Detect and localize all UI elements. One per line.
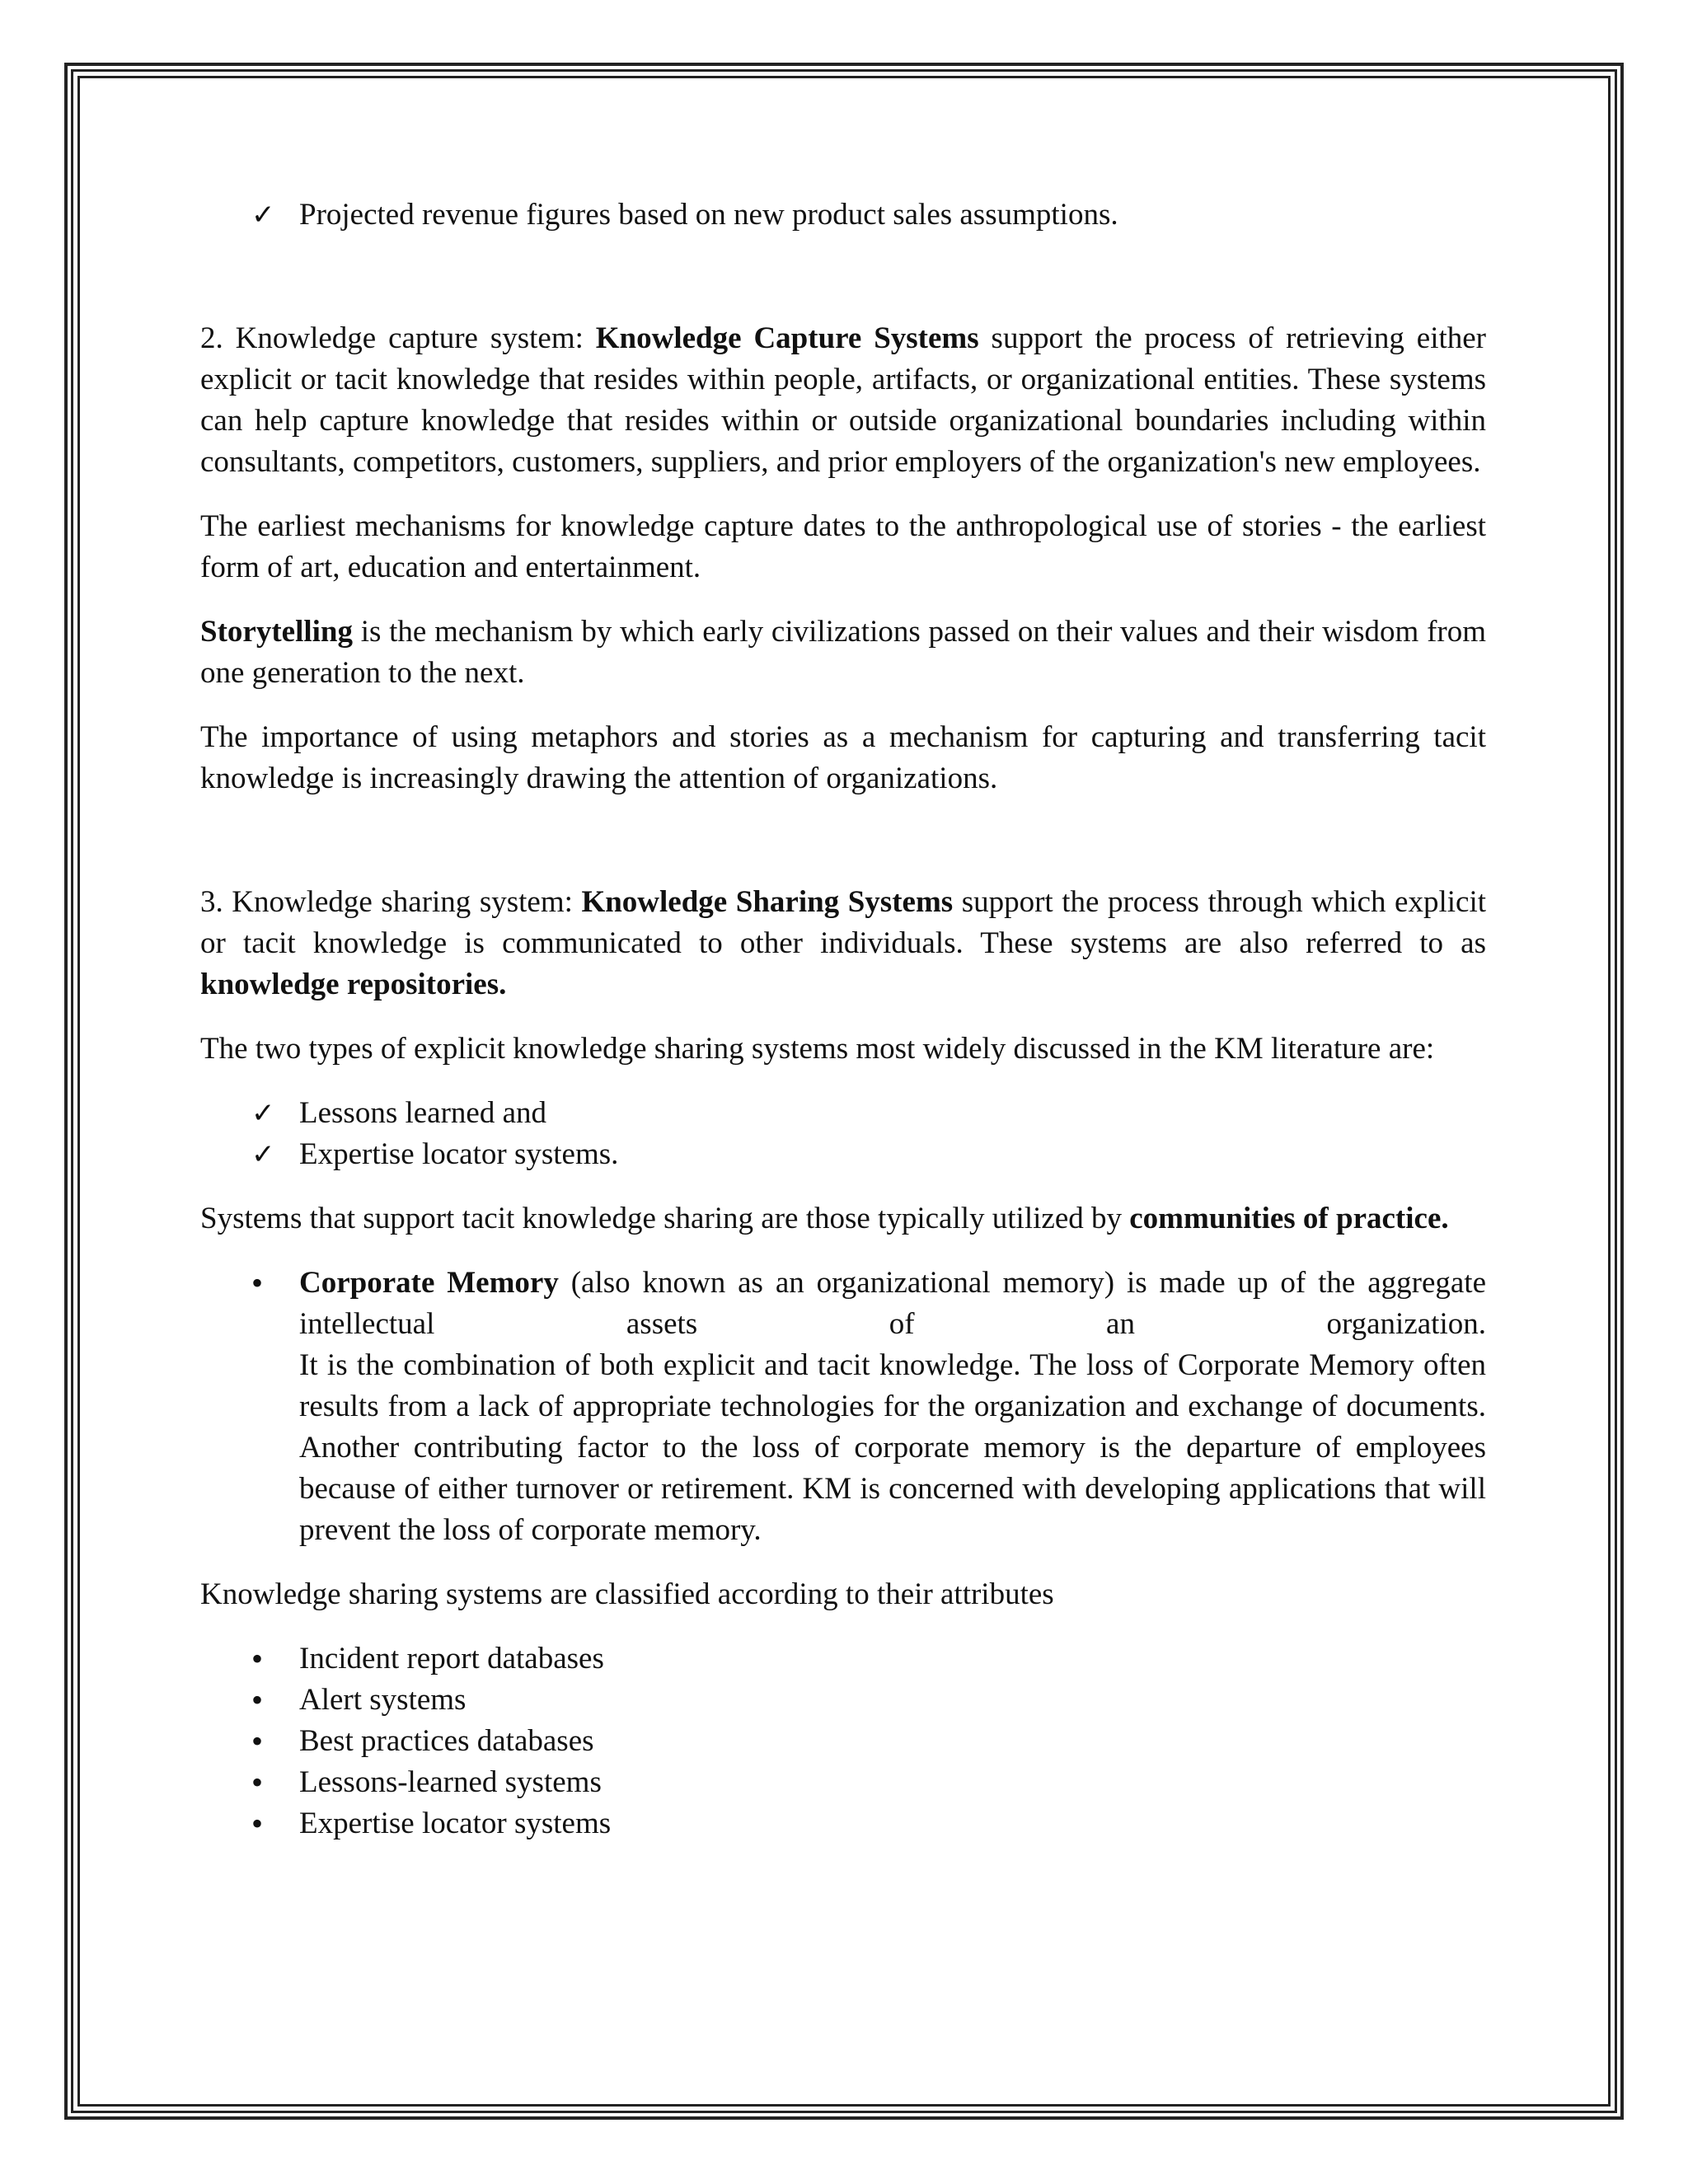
section-2-paragraph: The importance of using metaphors and stories as a mechanism for capturing and transferring tacit knowledge is increasingly drawing the attention of organizations. <box>200 720 1486 795</box>
bullet-icon: • <box>251 1764 264 1801</box>
bullet-icon: • <box>251 1640 264 1677</box>
corporate-memory-term: Corporate Memory <box>299 1266 559 1300</box>
bullet-icon: • <box>251 1805 264 1842</box>
communities-term: communities of practice. <box>1129 1202 1449 1235</box>
attributes-list <box>200 1638 1486 1844</box>
checkmark-icon: ✓ <box>251 1138 275 1171</box>
list-item: ✓ Lessons learned and <box>200 1093 1486 1134</box>
list-item: • Corporate Memory (also known as an organizational memory) is made up of the aggregate intellectual assets of an organization. It is the combination of both explicit and tacit knowledge. The loss of Corporate Memory often results from a lack of appropriate technologies for the organization and exchange of documents. Another contributing factor to the loss of corporate memory is the departure of employees because of either turnover or retirement. KM is concerned with developing applications that will prevent the loss of corporate memory. <box>251 1264 1486 1547</box>
section-2-intro: 2. Knowledge capture system: Knowledge Capture Systems support the process of retrieving either explicit or tacit knowledge that resides within people, artifacts, or organizational entities. These systems can help capture knowledge that resides within or outside organizational boundaries including within consultants, competitors, customers, suppliers, and prior employers of the organization's new employees. <box>200 321 1487 479</box>
list-item: • Incident report databases <box>200 1638 1486 1680</box>
section-3-intro: 3. Knowledge sharing system: Knowledge Sharing Systems support the process through which explicit or tacit knowledge is communicated to other individuals. These systems are also referred to as knowledge repositories. <box>200 885 1487 1001</box>
section-3-paragraph: Systems that support tacit knowledge sharing are those typically utilized by communities of practice. <box>200 1202 1449 1235</box>
section-2-term: Knowledge Capture Systems <box>595 321 979 355</box>
checkmark-icon: ✓ <box>251 1097 275 1130</box>
checkmark-icon: ✓ <box>251 199 275 232</box>
corporate-memory-list <box>200 1263 1486 1551</box>
sharing-types-list <box>200 1093 1486 1175</box>
bullet-icon: • <box>251 1722 264 1760</box>
list-item: ✓ Projected revenue figures based on new product sales assumptions. <box>200 194 1486 236</box>
section-3-paragraph: The two types of explicit knowledge sharing systems most widely discussed in the KM literature are: <box>200 1032 1435 1066</box>
list-item: • Alert systems <box>200 1680 1486 1721</box>
section-2-paragraph: The earliest mechanisms for knowledge capture dates to the anthropological use of stories - the earliest form of art, education and entertainment. <box>200 509 1486 584</box>
section-3-paragraph: Knowledge sharing systems are classified according to their attributes <box>200 1577 1054 1611</box>
section-2-paragraph: Storytelling is the mechanism by which early civilizations passed on their values and their wisdom from one generation to the next. <box>200 615 1486 690</box>
bullet-icon: • <box>251 1681 264 1718</box>
list-item: • Lessons-learned systems <box>200 1762 1486 1803</box>
top-check-list <box>200 194 1486 236</box>
document-body <box>200 194 1486 1844</box>
section-3-term: Knowledge Sharing Systems <box>581 885 954 919</box>
knowledge-repositories-term: knowledge repositories. <box>200 968 507 1001</box>
bullet-icon: • <box>251 1264 264 1301</box>
list-item: • Expertise locator systems <box>200 1803 1486 1844</box>
list-item: • Best practices databases <box>200 1721 1486 1762</box>
storytelling-term: Storytelling <box>200 615 353 649</box>
list-item: ✓ Expertise locator systems. <box>200 1134 1486 1175</box>
